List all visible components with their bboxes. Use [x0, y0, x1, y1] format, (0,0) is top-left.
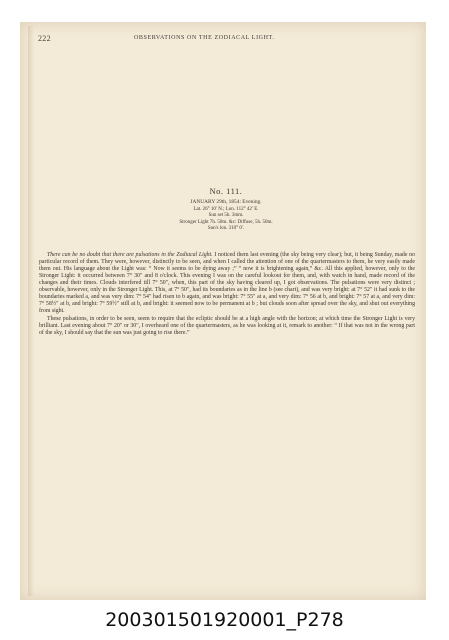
running-head: OBSERVATIONS ON THE ZODIACAL LIGHT. — [134, 35, 275, 41]
paragraph-2: These pulsations, in order to be seen, seem to require that the ecliptic should be at a high angle with the horizon; at which time the Stronger Light is very brilliant. Last evening about 7° 20″ or 30″, I overheard one of the quartermasters, as he was looking at it, remark to another: “ If that was not in the wrong part of the sky, I should say that the sun was just going to rise there.” — [39, 315, 415, 337]
page-gutter-shadow — [28, 26, 34, 596]
observation-stronger-light: Stronger Light 7h. 50m. &c: Diffuse, 5h. 50m. — [179, 219, 273, 225]
observation-body — [39, 252, 415, 337]
image-caption: 200301501920001_P278 — [105, 609, 344, 631]
paragraph-1-intro: There can be no doubt that there are pulsations in the Zodiacal Light. — [47, 252, 213, 258]
paragraph-1-rest: I noticed them last evening (the sky being very clear); but, it being Sunday, made no particular record of them. They were, however, distinctly to be seen, and when I called the attention of one of the quartermasters to them, he very easily made them out. His language about the Light was: “ Now it seems to be dying away ;” “ now it is brightening again,” &c. All this applied, however, only to the Stronger Light: it occurred between 7° 30″ and 8 o'clock. This evening I was on the careful lookout for them, and, with watch in hand, made record of the changes and their times. Clouds interfered till 7° 50″, when, this part of the sky having cleared up, I got observations. The pulsations were very distinct ; observable, however, only in the Stronger Light. This, at 7° 50″, had its boundaries as in the line b (see chart), and was very bright: at 7° 52″ it had sunk to the boundaries marked a, and was very dim: 7° 54″ had risen to b again, and was bright: 7° 55″ at a, and very dim: 7° 56 at b, and bright: 7° 57 at a, and very dim: 7° 58½″ at b, and bright: 7° 59½″ still at b, and bright: it seemed now to be permanent at b ; but clouds soon after spread over the sky, and shut out everything from sight. — [39, 252, 415, 315]
observation-heading — [38, 186, 414, 233]
observation-date: JANUARY 29th, 1854: Evening. — [190, 199, 262, 205]
page-number: 222 — [38, 34, 51, 43]
observation-sun-longitude: Sun's lon. 310° 0′. — [207, 226, 245, 231]
observation-sunset: Sun set 5h. 3mm. — [208, 213, 244, 218]
observation-number: No. 111. — [209, 186, 243, 196]
page-header — [38, 34, 404, 46]
observation-position: Lat. 26° 10′ N.; Lon. 112° 42′ E. — [193, 206, 259, 212]
paragraph-1 — [39, 252, 415, 315]
